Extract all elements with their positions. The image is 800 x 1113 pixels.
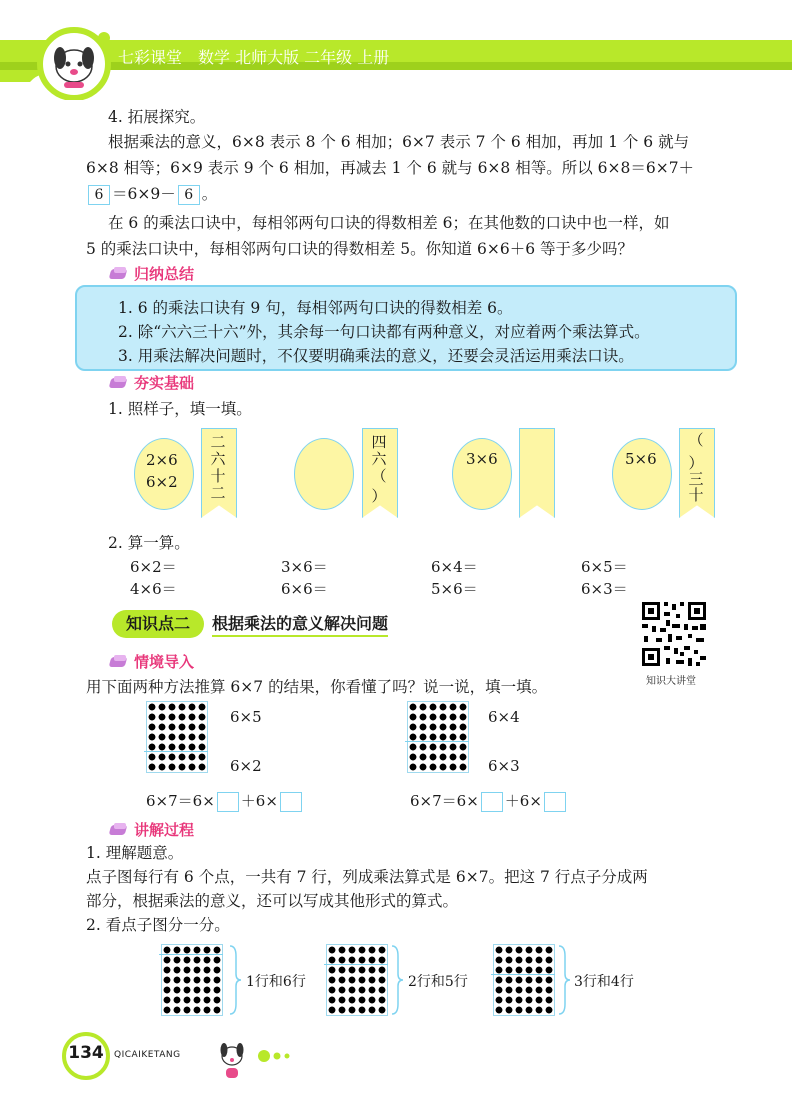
extend-para3: 在 6 的乘法口诀中，每相邻两句口诀的得数相差 6；在其他数的口诀中也一样，如 — [108, 214, 670, 232]
intro-tag-label: 情境导入 — [134, 652, 195, 671]
dot-grid-divider — [144, 751, 208, 752]
ellipse-text: 2×6 — [146, 451, 178, 469]
dot-grid — [407, 701, 469, 773]
dot-grid — [326, 944, 388, 1016]
calc-item: 3×6＝ — [281, 558, 328, 576]
equation-part: ＋6× — [240, 792, 278, 810]
tag-icon — [110, 267, 130, 280]
tag-icon — [110, 376, 130, 389]
dot-grid — [146, 701, 208, 773]
ribbon-char: （ — [371, 467, 387, 485]
brace-icon — [557, 944, 571, 1016]
ribbon-char: （ — [688, 431, 704, 449]
footer-brand: QICAIKETANG — [114, 1050, 181, 1060]
answer-box: 6 — [88, 185, 110, 205]
ribbon-char: 十 — [688, 486, 704, 504]
extend-heading: 4. 拓展探究。 — [108, 108, 206, 126]
brace-icon — [390, 944, 404, 1016]
dot-grid-divider — [405, 741, 469, 742]
grid-label: 6×5 — [230, 708, 262, 726]
intro-equation-left — [146, 790, 304, 812]
answer-box — [544, 792, 566, 812]
equation-part: 6×7＝6× — [146, 792, 215, 810]
split-label: 1行和6行 — [246, 974, 306, 990]
ribbon-char: 三 — [688, 470, 704, 488]
summary-tag-label: 归纳总结 — [134, 264, 195, 283]
grid-label: 6×4 — [488, 708, 520, 726]
explain-tag-label: 讲解过程 — [134, 820, 195, 839]
basic-tag-label: 夯实基础 — [134, 373, 195, 392]
explain-step1: 1. 理解题意。 — [86, 844, 184, 862]
calc-item: 4×6＝ — [130, 580, 177, 598]
answer-box — [217, 792, 239, 812]
extend-para-equation — [86, 183, 217, 206]
ribbon-char: 六 — [371, 450, 387, 468]
mascot-icon — [221, 1043, 244, 1078]
expression-ellipse — [452, 438, 512, 510]
dot-grid-divider — [324, 964, 388, 965]
ribbon-char: 六 — [210, 450, 226, 468]
calc-item: 6×2＝ — [130, 558, 177, 576]
explain-step2: 2. 看点子图分一分。 — [86, 916, 230, 934]
calc-item: 6×4＝ — [431, 558, 478, 576]
split-label: 2行和5行 — [408, 974, 468, 990]
basic-q1: 1. 照样子，填一填。 — [108, 400, 252, 418]
intro-tag — [110, 650, 194, 672]
calc-item: 6×3＝ — [581, 580, 628, 598]
brace-icon — [228, 944, 242, 1016]
tag-icon — [110, 823, 130, 836]
ribbon-char: 二 — [210, 484, 226, 502]
extend-end: 。 — [201, 185, 218, 203]
explain-tag — [110, 818, 194, 840]
ellipse-text: 6×2 — [146, 473, 178, 491]
basic-tag — [110, 371, 194, 393]
equation-part: 6×7＝6× — [410, 792, 479, 810]
summary-item: 2. 除“六六三十六”外，其余每一句口诀都有两种意义，对应着两个乘法算式。 — [118, 323, 650, 341]
summary-item: 3. 用乘法解决问题时，不仅要明确乘法的意义，还要会灵活运用乘法口诀。 — [118, 347, 634, 365]
dot-grid-divider — [159, 954, 223, 955]
extend-para2: 6×8 相等；6×9 表示 9 个 6 相加，再减去 1 个 6 就与 6×8 相等。所以 6×8＝6×7＋ — [86, 159, 695, 177]
ellipse-text: 3×6 — [466, 450, 498, 468]
ribbon-char: ） — [688, 454, 704, 472]
answer-box — [481, 792, 503, 812]
explain-p2: 部分，根据乘法的意义，还可以写成其他形式的算式。 — [86, 892, 459, 910]
grid-label: 6×2 — [230, 757, 262, 775]
expression-ellipse — [294, 438, 354, 510]
summary-tag — [110, 262, 194, 284]
grid-label: 6×3 — [488, 757, 520, 775]
expression-ellipse — [612, 438, 672, 510]
knowledge-label: 知识点二 — [112, 610, 204, 638]
qr-caption: 知识大讲堂 — [646, 676, 696, 687]
tag-icon — [110, 655, 130, 668]
ribbon-char: 十 — [210, 467, 226, 485]
qr-code-icon[interactable] — [640, 600, 708, 668]
calc-item: 6×5＝ — [581, 558, 628, 576]
dot-grid-divider — [491, 974, 555, 975]
dot-grid — [493, 944, 555, 1016]
extend-mid: ＝6×9－ — [112, 185, 176, 203]
header-title: 七彩课堂 数学 北师大版 二年级 上册 — [118, 48, 390, 67]
answer-box: 6 — [178, 185, 200, 205]
calc-item: 5×6＝ — [431, 580, 478, 598]
ribbon-char: 二 — [210, 433, 226, 451]
extend-para1: 根据乘法的意义，6×8 表示 8 个 6 相加；6×7 表示 7 个 6 相加，再加 1 个 6 就与 — [108, 133, 690, 151]
intro-text: 用下面两种方法推算 6×7 的结果，你看懂了吗？说一说，填一填。 — [86, 678, 548, 696]
basic-q2: 2. 算一算。 — [108, 534, 190, 552]
calc-item: 6×6＝ — [281, 580, 328, 598]
page-number: 134 — [68, 1043, 104, 1063]
ribbon-char: ） — [371, 487, 387, 505]
summary-item: 1. 6 的乘法口诀有 9 句，每相邻两句口诀的得数相差 6。 — [118, 299, 513, 317]
knowledge-title: 根据乘法的意义解决问题 — [212, 613, 388, 637]
rhyme-ribbon — [519, 428, 555, 518]
ribbon-char: 四 — [371, 433, 387, 451]
ellipse-text: 5×6 — [625, 450, 657, 468]
split-label: 3行和4行 — [574, 974, 634, 990]
intro-equation-right — [410, 790, 568, 812]
answer-box — [280, 792, 302, 812]
extend-para4: 5 的乘法口诀中，每相邻两句口诀的得数相差 5。你知道 6×6＋6 等于多少吗？ — [86, 240, 634, 258]
explain-p1: 点子图每行有 6 个点，一共有 7 行，列成乘法算式是 6×7。把这 7 行点子分成两 — [86, 868, 648, 886]
equation-part: ＋6× — [504, 792, 542, 810]
